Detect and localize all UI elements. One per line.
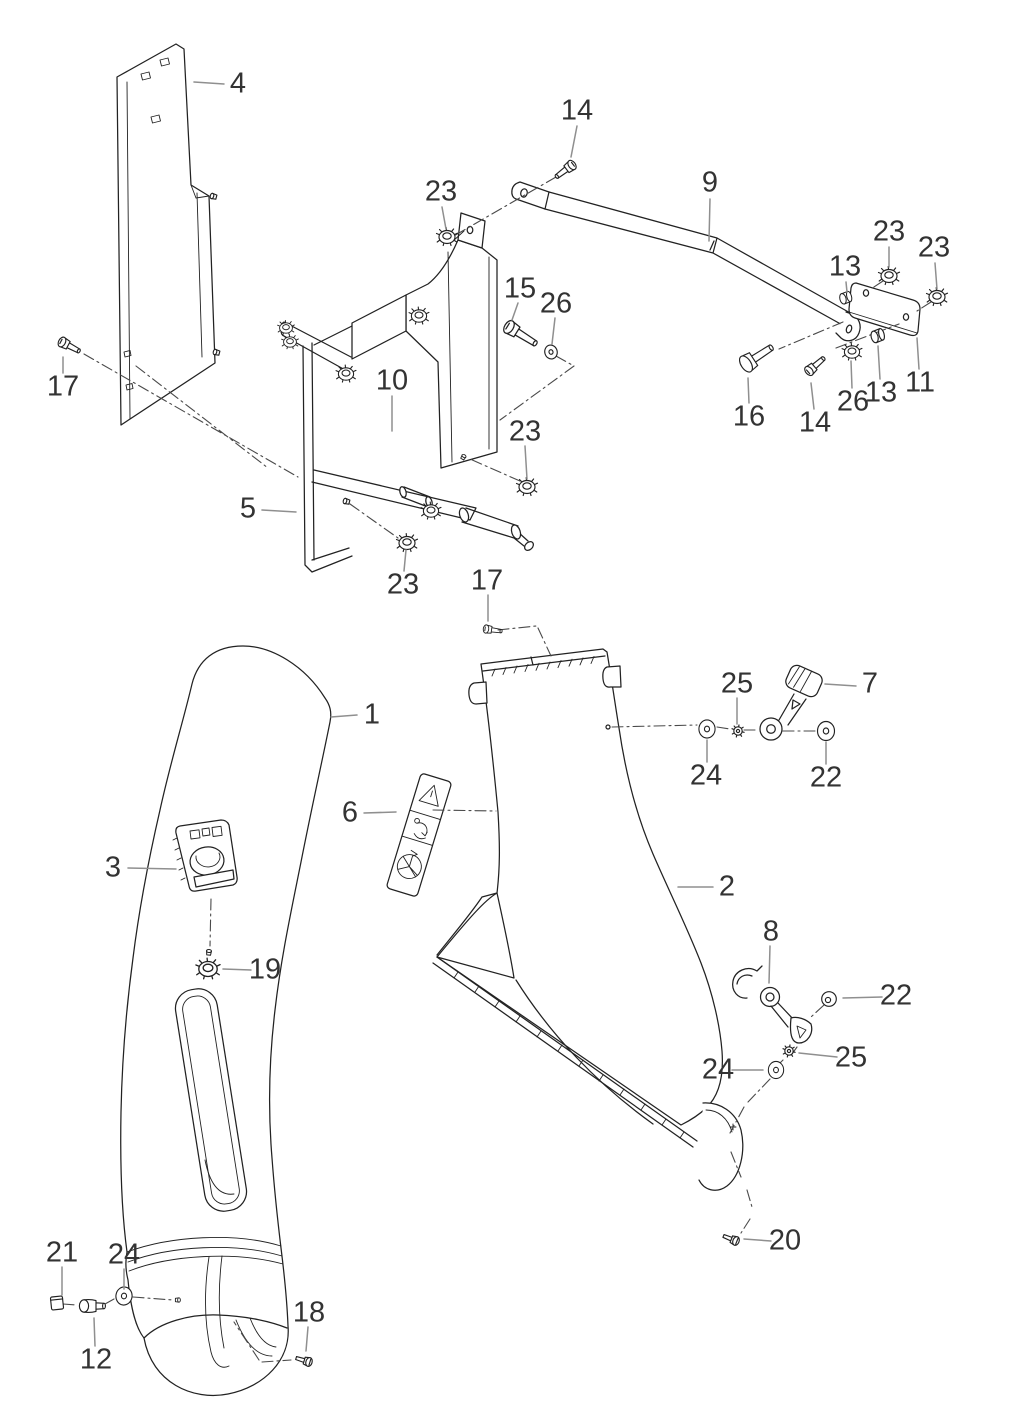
part-callout-12: 12 [79,1343,113,1376]
part-callout-8: 8 [762,915,780,948]
part-6-warning-decal [386,773,452,897]
part-callout-26: 26 [836,385,870,418]
part-callout-9: 9 [701,166,719,199]
bolt-15 [502,319,541,350]
part-1-lower-chute [121,646,331,1395]
nut-25 [732,725,744,737]
cap-nut-22 [822,992,837,1007]
part-callout-24: 24 [701,1053,735,1086]
part-callout-23: 23 [386,568,420,601]
part-callout-20: 20 [768,1224,802,1257]
washer-24 [699,720,715,738]
part-7-handle-lever [760,663,824,740]
part-callout-17: 17 [46,370,80,403]
part-callout-21: 21 [45,1236,79,1269]
part-callout-24: 24 [689,759,723,792]
flange-nut-23 [397,534,418,552]
part-callout-3: 3 [104,851,122,884]
part-callout-2: 2 [718,870,736,903]
part-2-upper-chute [433,649,743,1190]
part-callout-6: 6 [341,796,359,829]
washer-22 [818,722,835,741]
flange-nut-23 [517,478,538,496]
part-callout-7: 7 [861,667,879,700]
screw-20 [722,1232,741,1247]
part-callout-18: 18 [292,1296,326,1329]
part-callout-11: 11 [904,366,936,399]
part-callout-4: 4 [229,67,247,100]
part-4-mounting-plate [117,44,220,425]
flange-nut-23 [437,228,458,246]
flange-nut-26 [842,343,862,360]
carriage-bolt-12 [79,1300,105,1313]
part-callout-22: 22 [809,761,843,794]
part-callout-10: 10 [375,364,409,397]
bolt-16 [737,339,777,374]
bolt-17 [57,336,83,356]
part-callout-23: 23 [424,175,458,208]
square-nut-21 [50,1296,63,1310]
part-callout-14: 14 [560,94,594,127]
bolt-14 [553,159,578,182]
part-callout-26: 26 [539,287,573,320]
part-callout-22: 22 [879,979,913,1012]
bolt-14 [803,354,828,377]
part-callout-24: 24 [107,1238,141,1271]
part-callout-25: 25 [720,667,754,700]
part-callout-13: 13 [864,376,898,409]
part-callout-23: 23 [917,231,951,264]
part-callout-5: 5 [239,492,257,525]
part-callout-14: 14 [798,406,832,439]
part-callout-1: 1 [363,698,381,731]
part-callout-23: 23 [508,415,542,448]
screw-18 [295,1354,314,1367]
part-10-plate [352,213,497,468]
part-callout-16: 16 [732,400,766,433]
part-callout-17: 17 [470,564,504,597]
part-callout-15: 15 [503,272,537,305]
part-8-latch-lever [733,966,812,1043]
part-callout-19: 19 [248,953,282,986]
nut-25 [783,1045,795,1057]
part-callout-13: 13 [828,250,862,283]
part-callout-23: 23 [872,215,906,248]
washer-24 [768,1061,783,1078]
washer-26 [543,344,559,361]
part-callout-25: 25 [834,1041,868,1074]
bushing-13 [870,328,886,344]
